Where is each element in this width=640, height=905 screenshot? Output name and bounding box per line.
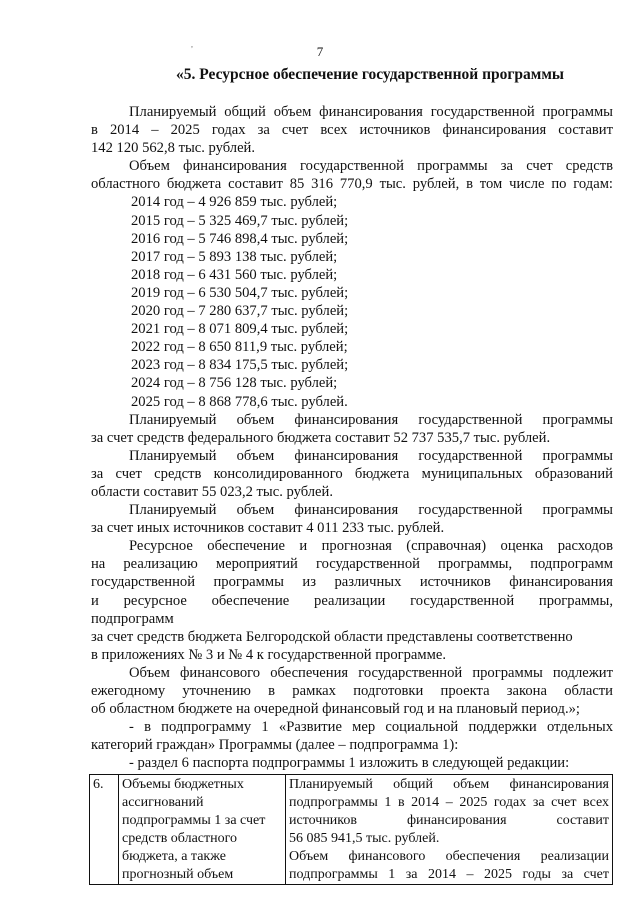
year-line: 2015 год – 5 325 469,7 тыс. рублей; [131, 212, 349, 229]
paragraph-line: в приложениях № 3 и № 4 к государственной программе. [91, 646, 446, 663]
table-cell-content [286, 775, 613, 885]
passport-table [89, 774, 613, 885]
table-cell-number: 6. [90, 775, 119, 885]
content-line: источников финансирования составит [289, 813, 609, 829]
paragraph-line: государственной программы из различных источников финансирования [91, 574, 613, 591]
paragraph-line: областного бюджета составит 85 316 770,9 тыс. рублей, в том числе по годам: [91, 176, 613, 193]
paragraph-line: - раздел 6 паспорта подпрограммы 1 изложить в следующей редакции: [129, 755, 570, 772]
paragraph-line: в 2014 – 2025 годах за счет всех источников финансирования составит [91, 122, 613, 139]
label-line: бюджета, а также [122, 849, 226, 865]
document-body [91, 103, 613, 885]
page-number: 7 [316, 44, 324, 59]
year-line: 2019 год – 6 530 504,7 тыс. рублей; [131, 284, 349, 301]
content-line: Планируемый общий объем финансирования [289, 777, 609, 793]
paragraph-line: на реализацию мероприятий государственной программы, подпрограмм [91, 556, 613, 573]
year-line: 2023 год – 8 834 175,5 тыс. рублей; [131, 357, 349, 374]
content-line: подпрограммы 1 за 2014 – 2025 годы за счет [289, 867, 609, 883]
year-line: 2018 год – 6 431 560 тыс. рублей; [131, 266, 338, 283]
year-line: 2024 год – 8 756 128 тыс. рублей; [131, 375, 338, 392]
content-line: 56 085 941,5 тыс. рублей. [289, 831, 440, 847]
paragraph-line: 142 120 562,8 тыс. рублей. [91, 140, 256, 157]
table-cell-label [119, 775, 286, 885]
section-title: «5. Ресурсное обеспечение государственной программы [176, 66, 564, 83]
paragraph-line: за счет средств федерального бюджета составит 52 737 535,7 тыс. рублей. [91, 429, 551, 446]
label-line: средств областного [122, 831, 238, 847]
paragraph-line: подпрограмм [91, 610, 174, 627]
year-line: 2020 год – 7 280 637,7 тыс. рублей; [131, 303, 349, 320]
year-line: 2022 год – 8 650 811,9 тыс. рублей; [131, 339, 348, 356]
paragraph-line: за счет средств консолидированного бюджета муниципальных образований [91, 465, 613, 482]
paragraph-line: Ресурсное обеспечение и прогнозная (справочная) оценка расходов [129, 538, 613, 555]
paragraph-line: области составит 55 023,2 тыс. рублей. [91, 483, 333, 500]
paragraph-line: категорий граждан» Программы (далее – подпрограмма 1): [91, 737, 459, 754]
paragraph-line: Планируемый объем финансирования государственной программы [129, 411, 613, 428]
paragraph-line: Планируемый объем финансирования государственной программы [129, 502, 613, 519]
paragraph-line: за счет средств бюджета Белгородской области представлены соответственно [91, 628, 573, 645]
paragraph-line: об областном бюджете на очередной финансовый год и на плановый период.»; [91, 701, 580, 718]
year-line: 2016 год – 5 746 898,4 тыс. рублей; [131, 230, 349, 247]
label-line: подпрограммы 1 за счет [122, 813, 266, 829]
paragraph-line: - в подпрограмму 1 «Развитие мер социальной поддержки отдельных [129, 719, 613, 736]
scan-mark: , [191, 40, 193, 49]
paragraph-line: Объем финансирования государственной программы за счет средств [129, 158, 613, 175]
content-line: Объем финансового обеспечения реализации [289, 849, 609, 865]
year-line: 2017 год – 5 893 138 тыс. рублей; [131, 248, 338, 265]
label-line: прогнозный объем [122, 867, 234, 883]
paragraph-line: Объем финансового обеспечения государственной программы подлежит [129, 664, 613, 681]
year-line: 2025 год – 8 868 778,6 тыс. рублей. [131, 393, 348, 410]
paragraph-line: Планируемый общий объем финансирования государственной программы [129, 104, 613, 120]
content-line: подпрограммы 1 в 2014 – 2025 годах за счет всех [289, 795, 609, 811]
year-line: 2021 год – 8 071 809,4 тыс. рублей; [131, 321, 349, 338]
paragraph-line: Планируемый объем финансирования государственной программы [129, 447, 613, 464]
label-line: Объемы бюджетных [122, 777, 244, 793]
paragraph-line: за счет иных источников составит 4 011 233 тыс. рублей. [91, 520, 445, 537]
year-line: 2014 год – 4 926 859 тыс. рублей; [131, 194, 338, 211]
table-row [90, 775, 613, 885]
paragraph-line: и ресурсное обеспечение реализации государственной программы, [91, 592, 613, 609]
label-line: ассигнований [122, 795, 204, 811]
paragraph-line: ежегодному уточнению в рамках подготовки проекта закона области [91, 683, 613, 699]
